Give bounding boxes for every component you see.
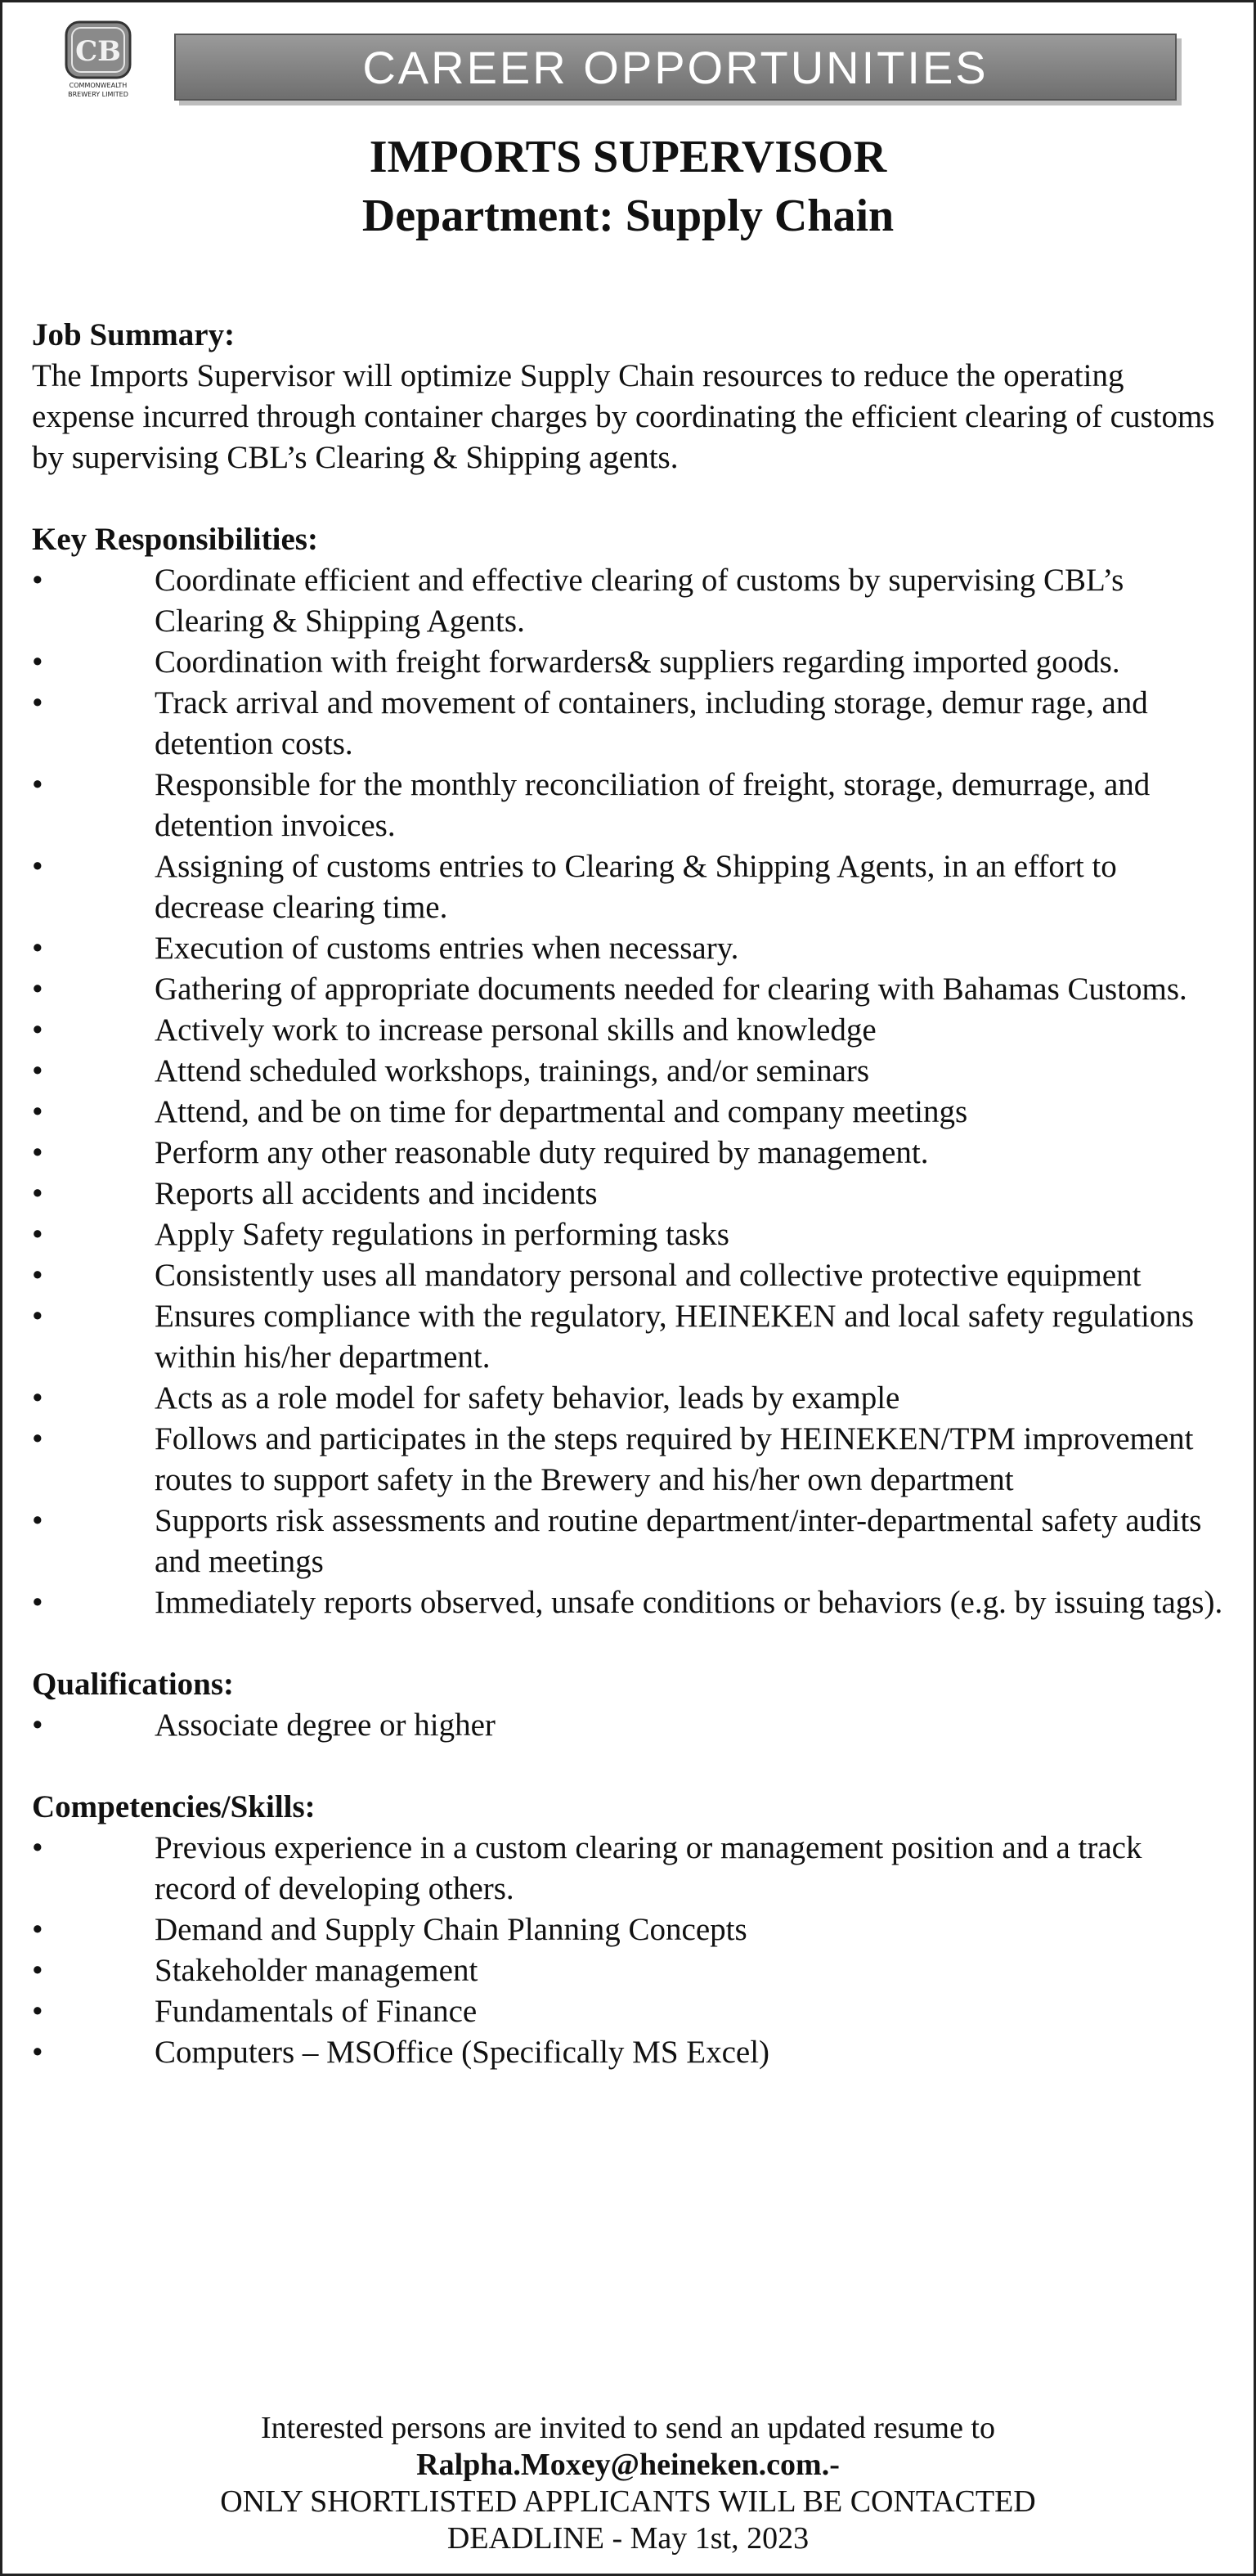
list-item (32, 560, 1226, 642)
job-summary-text: The Imports Supervisor will optimize Supply Chain resources to reduce the operating expense incurred through container charges by coordinating the efficient clearing of customs by supervising CBL’s Clearing & Shipping agents. (32, 358, 1215, 475)
list-item (32, 642, 1226, 683)
list-item-text: Previous experience in a custom clearing or management position and a track record of developing others. (155, 1830, 1142, 1906)
bullet-icon: • (32, 1830, 43, 1865)
list-item (32, 1214, 1226, 1255)
list-item (32, 1092, 1226, 1133)
list-item-text: Execution of customs entries when necessary. (155, 931, 739, 966)
bullet-icon: • (32, 1380, 43, 1416)
qualifications-heading: Qualifications: (32, 1667, 235, 1702)
logo-monogram: CB (75, 35, 121, 68)
qualifications-list (32, 1705, 1226, 1746)
list-item (32, 1255, 1226, 1296)
list-item-text: Responsible for the monthly reconciliation of freight, storage, demurrage, and detention invoices. (155, 767, 1151, 843)
list-item-text: Supports risk assessments and routine department/inter-departmental safety audits and meetings (155, 1503, 1202, 1579)
bullet-icon: • (32, 1953, 43, 1988)
list-item-text: Reports all accidents and incidents (155, 1176, 598, 1211)
list-item-text: Assigning of customs entries to Clearing & Shipping Agents, in an effort to decrease clearing time. (155, 849, 1117, 925)
bullet-icon: • (32, 644, 43, 680)
list-item (32, 1010, 1226, 1051)
bullet-icon: • (32, 1135, 43, 1170)
list-item-text: Ensures compliance with the regulatory, HEINEKEN and local safety regulations within his/her department. (155, 1299, 1195, 1375)
bullet-icon: • (32, 563, 43, 598)
list-item (32, 1378, 1226, 1419)
list-item (32, 1051, 1226, 1092)
list-item (32, 1705, 1226, 1746)
list-item (32, 1828, 1226, 1910)
apply-instruction: Interested persons are invited to send an updated resume to (261, 2411, 995, 2445)
career-banner: CAREER OPPORTUNITIES (174, 34, 1177, 101)
list-item-text: Actively work to increase personal skills and knowledge (155, 1012, 877, 1048)
company-logo (61, 20, 135, 102)
job-summary-heading: Job Summary: (32, 317, 236, 352)
bullet-icon: • (32, 1094, 43, 1129)
list-item-text: Coordination with freight forwarders& suppliers regarding imported goods. (155, 644, 1120, 680)
key-responsibilities-heading: Key Responsibilities: (32, 522, 318, 557)
list-item-text: Coordinate efficient and effective clearing of customs by supervising CBL’s Clearing & Shipping Agents. (155, 563, 1124, 639)
deadline: DEADLINE - May 1st, 2023 (446, 2521, 810, 2556)
bullet-icon: • (32, 1012, 43, 1048)
list-item (32, 1991, 1226, 2032)
list-item (32, 928, 1226, 969)
list-item-text: Attend, and be on time for departmental and company meetings (155, 1094, 968, 1129)
key-responsibilities-list (32, 560, 1226, 1623)
list-item-text: Associate degree or higher (155, 1708, 496, 1743)
bullet-icon: • (32, 1299, 43, 1334)
bullet-icon: • (32, 1421, 43, 1456)
list-item (32, 1174, 1226, 1214)
bullet-icon: • (32, 1585, 43, 1620)
list-item-text: Fundamentals of Finance (155, 1994, 478, 2029)
shortlist-notice: ONLY SHORTLISTED APPLICANTS WILL BE CONTACTED (220, 2484, 1036, 2519)
list-item-text: Stakeholder management (155, 1953, 478, 1988)
logo-name-line-1: COMMONWEALTH (69, 82, 128, 89)
bullet-icon: • (32, 1503, 43, 1538)
bullet-icon: • (32, 1217, 43, 1252)
competencies-list (32, 1828, 1226, 2073)
list-item (32, 2032, 1226, 2073)
list-item-text: Demand and Supply Chain Planning Concepts (155, 1912, 747, 1947)
list-item-text: Computers – MSOffice (Specifically MS Excel) (155, 2035, 770, 2070)
list-item-text: Attend scheduled workshops, trainings, and/or seminars (155, 1053, 870, 1088)
list-item-text: Perform any other reasonable duty required by management. (155, 1135, 929, 1170)
bullet-icon: • (32, 972, 43, 1007)
department-title: Department: Supply Chain (361, 191, 895, 241)
bullet-icon: • (32, 1708, 43, 1743)
application-instructions (2, 2410, 1254, 2557)
contact-email: Ralpha.Moxey@heineken.com.- (416, 2448, 840, 2482)
list-item (32, 683, 1226, 765)
list-item-text: Consistently uses all mandatory personal and collective protective equipment (155, 1258, 1142, 1293)
bullet-icon: • (32, 1994, 43, 2029)
bullet-icon: • (32, 685, 43, 720)
list-item-text: Gathering of appropriate documents needed for clearing with Bahamas Customs. (155, 972, 1187, 1007)
list-item-text: Acts as a role model for safety behavior, leads by example (155, 1380, 900, 1416)
list-item (32, 1419, 1226, 1501)
job-title: IMPORTS SUPERVISOR (369, 132, 887, 182)
bullet-icon: • (32, 1053, 43, 1088)
list-item (32, 1950, 1226, 1991)
bullet-icon: • (32, 1176, 43, 1211)
list-item (32, 969, 1226, 1010)
list-item-text: Track arrival and movement of containers, including storage, demur rage, and detention costs. (155, 685, 1148, 761)
list-item (32, 1910, 1226, 1950)
bullet-icon: • (32, 931, 43, 966)
bullet-icon: • (32, 849, 43, 884)
bullet-icon: • (32, 1258, 43, 1293)
list-item (32, 1133, 1226, 1174)
list-item-text: Follows and participates in the steps required by HEINEKEN/TPM improvement routes to support safety in the Brewery and his/her own department (155, 1421, 1194, 1497)
list-item (32, 1582, 1226, 1623)
list-item (32, 1501, 1226, 1582)
bullet-icon: • (32, 2035, 43, 2070)
list-item (32, 765, 1226, 846)
competencies-heading: Competencies/Skills: (32, 1789, 316, 1824)
bullet-icon: • (32, 767, 43, 802)
list-item-text: Immediately reports observed, unsafe conditions or behaviors (e.g. by issuing tags). (155, 1585, 1223, 1620)
list-item (32, 846, 1226, 928)
bullet-icon: • (32, 1912, 43, 1947)
list-item (32, 1296, 1226, 1378)
posting-body (32, 315, 1226, 2073)
logo-name-line-2: BREWERY LIMITED (68, 91, 128, 98)
list-item-text: Apply Safety regulations in performing tasks (155, 1217, 729, 1252)
